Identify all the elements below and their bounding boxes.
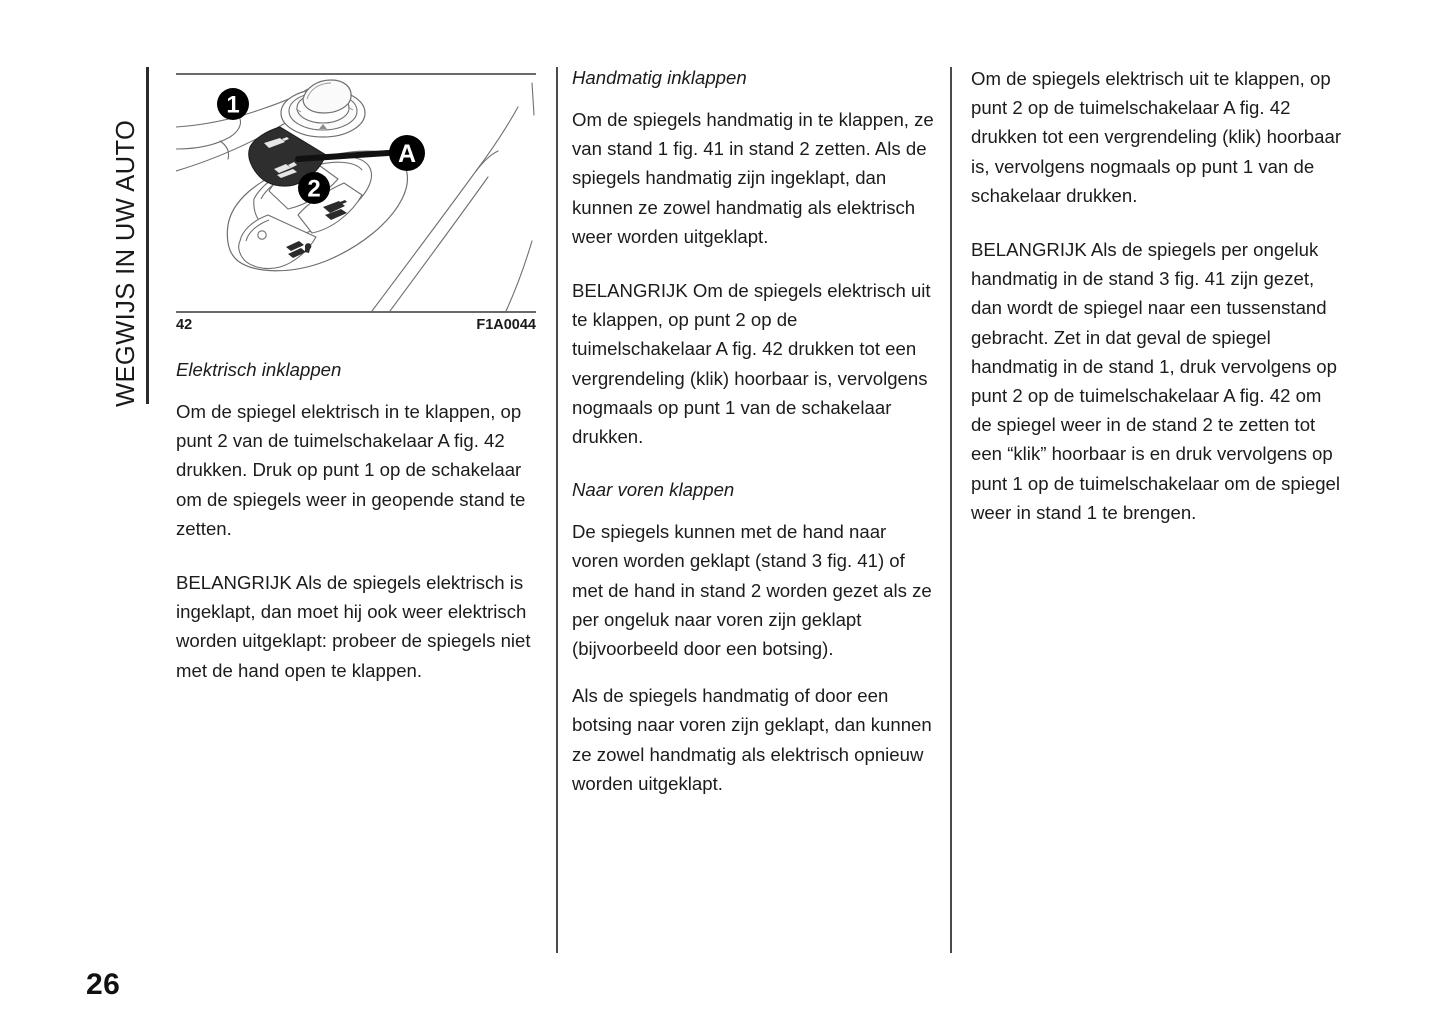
svg-text:1: 1 — [226, 91, 240, 119]
column-separator-2 — [950, 67, 952, 953]
subheading-naar-voren-klappen: Naar voren klappen — [572, 479, 735, 501]
subheading-handmatig-inklappen: Handmatig inklappen — [572, 67, 747, 88]
figure-code: F1A0044 — [476, 317, 536, 333]
paragraph-important: BELANGRIJK Als de spiegels per ongeluk handmatig in de stand 3 fig. 41 zijn gezet, dan wordt de spiegel naar een tussenstand gebracht. Zet in dat geval de spiegel handmatig in de stand 1, druk vervolgens op punt 2 op de tuimelschakelaar A fig. 42 om de spiegel weer in de stand 2 te zetten tot een “klik” hoorbaar is en druk vervolgens op punt 1 op de tuimelschakelaar om de spiegel weer in stand 1 te brengen. — [971, 239, 1341, 523]
svg-text:2: 2 — [307, 175, 321, 203]
paragraph: Om de spiegels handmatig in te klappen, ze van stand 1 fig. 41 in stand 2 zetten. Als de spiegels handmatig zijn ingeklapt, dan kunnen ze zowel handmatig als elektrisch weer worden uitgeklapt. — [572, 109, 934, 247]
text-column-3 — [971, 64, 1343, 527]
chapter-tab — [103, 67, 149, 407]
paragraph: Als de spiegels handmatig of door een botsing naar voren zijn geklapt, dan kunnen ze zowel handmatig als elektrisch opnieuw worden uitgeklapt. — [572, 685, 932, 794]
text-column-1 — [176, 64, 531, 685]
chapter-rule-divider — [146, 67, 149, 404]
figure-spacer — [176, 64, 531, 356]
svg-text:A: A — [397, 140, 417, 168]
text-column-2 — [572, 64, 937, 798]
figure-number: 42 — [176, 317, 193, 333]
paragraph: Om de spiegels elektrisch uit te klappen, op punt 2 op de tuimelschakelaar A fig. 42 drukken tot een vergrendeling (klik) hoorbaar is, vervolgens nogmaals op punt 1 van de schakelaar drukken. — [971, 68, 1342, 206]
column-separator-1 — [556, 67, 558, 953]
paragraph: Om de spiegel elektrisch in te klappen, op punt 2 van de tuimelschakelaar A fig. 42 drukken. Druk op punt 1 op de schakelaar om de spiegels weer in geopende stand te zetten. — [176, 401, 526, 539]
subheading-elektrisch-inklappen: Elektrisch inklappen — [176, 359, 342, 380]
chapter-title: WEGWIJS IN UW AUTO — [111, 119, 140, 407]
page-number: 26 — [86, 968, 121, 1001]
paragraph: De spiegels kunnen met de hand naar voren worden geklapt (stand 3 fig. 41) of met de hand in stand 2 worden gezet als ze per ongeluk naar voren zijn geklapt (bijvoorbeeld door een botsing). — [572, 521, 932, 660]
paragraph-important: BELANGRIJK Om de spiegels elektrisch uit te klappen, op punt 2 op de tuimelschakelaar A fig. 42 drukken tot een vergrendeling (klik) hoorbaar is, vervolgens nogmaals op punt 1 van de schakelaar drukken. — [572, 280, 931, 448]
paragraph-important: BELANGRIJK Als de spiegels elektrisch is ingeklapt, dan moet hij ook weer elektrisch worden uitgeklapt: probeer de spiegels niet met de hand open te klappen. — [176, 572, 531, 681]
